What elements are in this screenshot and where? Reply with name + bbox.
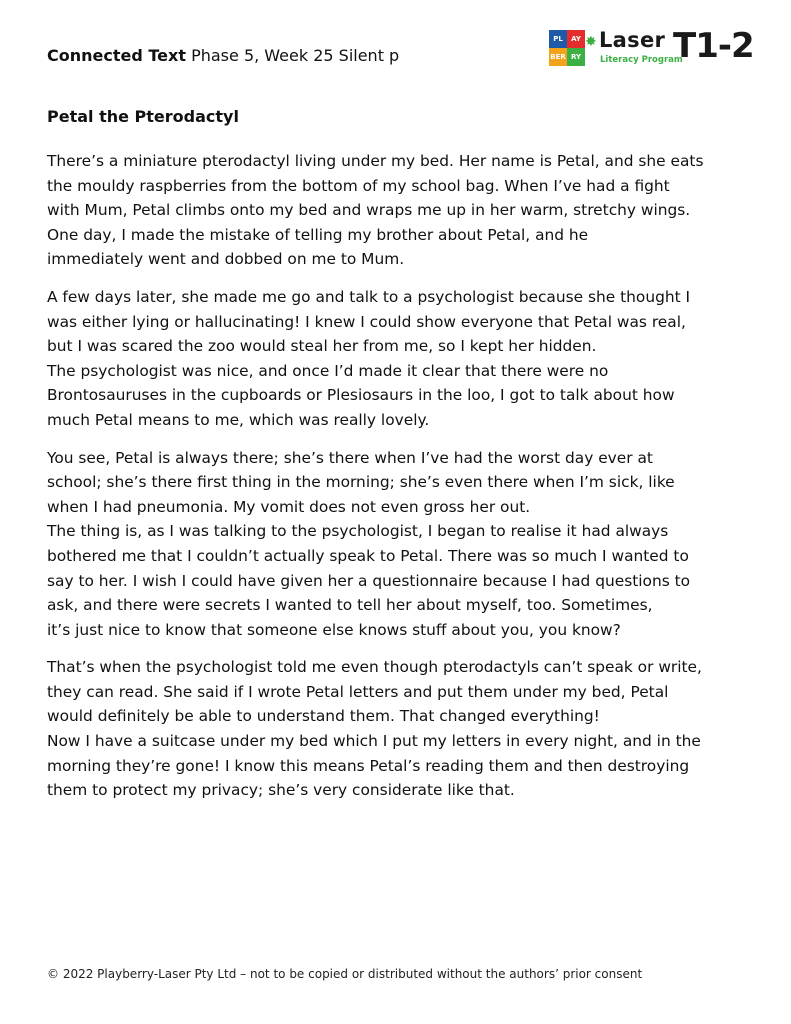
text-line: The thing is, as I was talking to the psychologist, I began to realise it had always (47, 522, 669, 541)
text-line: it’s just nice to know that someone else knows stuff about you, you know? (47, 620, 621, 639)
story-title: Petal the Pterodactyl (47, 107, 239, 126)
text-line: much Petal means to me, which was really lovely. (47, 410, 430, 429)
paragraph (47, 446, 747, 643)
text-line: Brontosauruses in the cupboards or Plesiosaurs in the loo, I got to talk about how (47, 386, 675, 405)
text-line: would definitely be able to understand them. That changed everything! (47, 707, 600, 726)
page-header (47, 46, 399, 65)
text-line: That’s when the psychologist told me even though pterodactyls can’t speak or write, (47, 658, 702, 677)
text-line: immediately went and dobbed on me to Mum. (47, 250, 405, 269)
playberry-logo-tiles (549, 30, 585, 66)
story-body (47, 149, 747, 816)
text-line: say to her. I wish I could have given her a questionnaire because I had questions to (47, 571, 691, 590)
text-line: One day, I made the mistake of telling my brother about Petal, and he (47, 225, 589, 244)
text-line: but I was scared the zoo would steal her from me, so I kept her hidden. (47, 337, 597, 356)
text-line: was either lying or hallucinating! I knew I could show everyone that Petal was real, (47, 312, 686, 331)
paragraph (47, 655, 747, 803)
logo-level: T1-2 (673, 26, 754, 66)
logo-tile: AY (567, 30, 585, 48)
text-line: they can read. She said if I wrote Petal letters and put them under my bed, Petal (47, 682, 669, 701)
laser-burst-icon: ✸ (585, 34, 597, 50)
logo-tile: RY (567, 48, 585, 66)
text-line: You see, Petal is always there; she’s there when I’ve had the worst day ever at (47, 448, 653, 467)
paragraph (47, 285, 747, 433)
text-line: school; she’s there first thing in the morning; she’s even there when I’m sick, like (47, 473, 675, 492)
copyright-footer: © 2022 Playberry-Laser Pty Ltd – not to be copied or distributed without the authors’ prior consent (47, 967, 643, 981)
text-line: morning they’re gone! I know this means Petal’s reading them and then destroying (47, 756, 690, 775)
paragraph (47, 149, 747, 272)
header-subtitle: Phase 5, Week 25 Silent p (191, 46, 400, 65)
header-label: Connected Text (47, 46, 186, 65)
logo-tile: PL (549, 30, 567, 48)
logo-tagline: Literacy Program (600, 55, 683, 65)
text-line: The psychologist was nice, and once I’d made it clear that there were no (47, 361, 609, 380)
logo-brand: Laser (599, 28, 666, 52)
text-line: A few days later, she made me go and talk to a psychologist because she thought I (47, 287, 691, 306)
text-line: bothered me that I couldn’t actually speak to Petal. There was so much I wanted to (47, 546, 689, 565)
text-line: ask, and there were secrets I wanted to tell her about myself, too. Sometimes, (47, 596, 653, 615)
logo-tile: BER (549, 48, 567, 66)
text-line: them to protect my privacy; she’s very considerate like that. (47, 781, 515, 800)
text-line: the mouldy raspberries from the bottom of my school bag. When I’ve had a fight (47, 176, 670, 195)
text-line: There’s a miniature pterodactyl living under my bed. Her name is Petal, and she eats (47, 152, 704, 170)
text-line: with Mum, Petal climbs onto my bed and wraps me up in her warm, stretchy wings. (47, 201, 691, 220)
laser-logo (549, 28, 759, 74)
text-line: Now I have a suitcase under my bed which I put my letters in every night, and in the (47, 732, 701, 751)
text-line: when I had pneumonia. My vomit does not even gross her out. (47, 497, 531, 516)
